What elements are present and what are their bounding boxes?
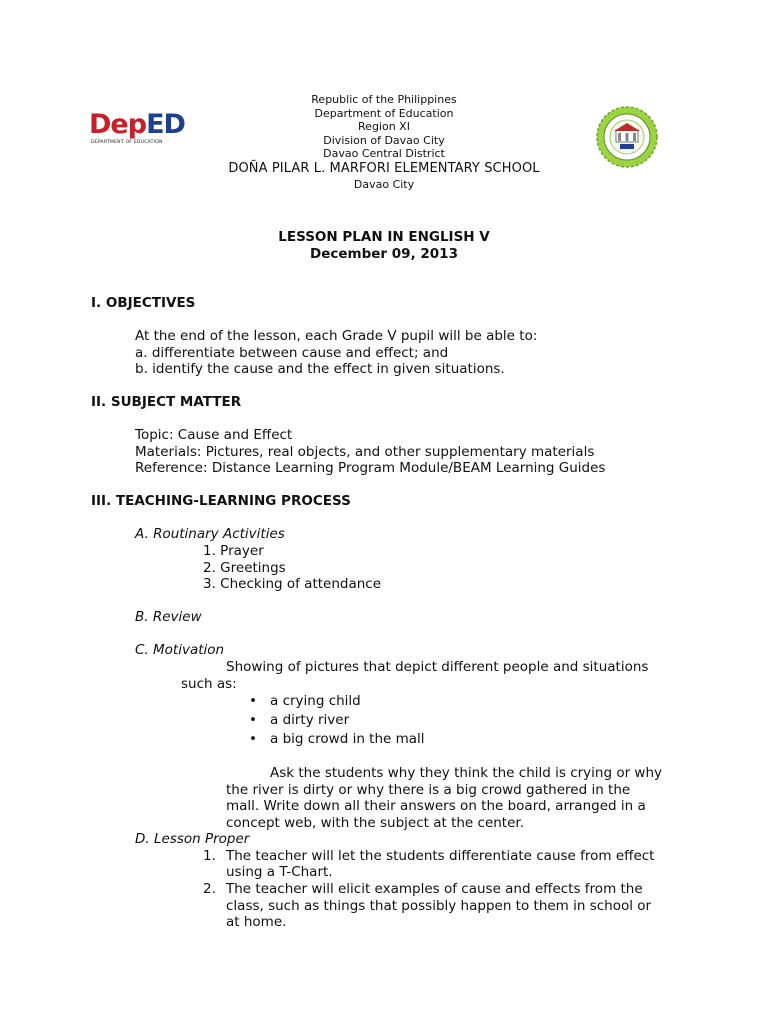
header-district: Davao Central District [323, 147, 445, 160]
bullet-icon: • [249, 693, 257, 709]
lesson-proper-item2-line1: The teacher will elicit examples of cause and effects from the [226, 881, 643, 897]
motivation-paragraph-line1: Ask the students why they think the child is crying or why [270, 765, 663, 781]
motivation-paragraph-line4: concept web, with the subject at the center. [226, 815, 525, 831]
lesson-proper-heading: D. Lesson Proper [135, 831, 250, 847]
lesson-proper-item1-number: 1. [203, 848, 216, 864]
objective-a: a. differentiate between cause and effect; and [135, 345, 449, 361]
subject-materials: Materials: Pictures, real objects, and other supplementary materials [135, 444, 595, 460]
lesson-proper-item2-number: 2. [203, 881, 216, 897]
motivation-bullet-dirty-river: • a dirty river [249, 712, 350, 728]
deped-logo-subtitle: DEPARTMENT OF EDUCATION [91, 140, 163, 145]
bullet-icon: • [249, 712, 257, 728]
motivation-heading: C. Motivation [135, 642, 225, 658]
header-division: Division of Davao City [323, 133, 445, 147]
routinary-item-prayer: 1. Prayer [203, 543, 264, 559]
lesson-proper-item1-line2: using a T-Chart. [226, 864, 333, 880]
motivation-paragraph-line2: the river is dirty or why there is a big crowd gathered in the [226, 782, 631, 798]
subject-topic: Topic: Cause and Effect [135, 427, 293, 443]
process-heading: III. TEACHING-LEARNING PROCESS [91, 493, 351, 509]
motivation-intro-line2: such as: [181, 676, 237, 692]
objectives-intro: At the end of the lesson, each Grade V pupil will be able to: [135, 328, 538, 344]
motivation-bullet-big-crowd: • a big crowd in the mall [249, 731, 425, 747]
deped-logo-text: DepED [89, 109, 185, 140]
school-city: Davao City [353, 178, 415, 191]
lesson-proper-item2-line2: class, such as things that possibly happen to them in school or [226, 898, 652, 914]
objective-b: b. identify the cause and the effect in given situations. [135, 361, 505, 377]
subject-matter-heading: II. SUBJECT MATTER [91, 394, 242, 410]
header-region: Region XI [358, 120, 410, 133]
school-name: DOÑA PILAR L. MARFORI ELEMENTARY SCHOOL [228, 161, 540, 176]
lesson-plan-title: LESSON PLAN IN ENGLISH V [278, 229, 490, 245]
lesson-plan-date: December 09, 2013 [310, 246, 458, 262]
lesson-proper-item1-line1: The teacher will let the students differentiate cause from effect [226, 848, 655, 864]
objectives-heading: I. OBJECTIVES [91, 295, 196, 311]
motivation-paragraph-line3: mall. Write down all their answers on the board, arranged in a [226, 798, 646, 814]
review-heading: B. Review [135, 609, 202, 625]
motivation-intro-line1: Showing of pictures that depict different people and situations [226, 659, 649, 675]
lesson-proper-item2-line3: at home. [226, 914, 287, 930]
routinary-activities-heading: A. Routinary Activities [135, 526, 285, 542]
header-republic: Republic of the Philippines [311, 93, 457, 106]
routinary-item-greetings: 2. Greetings [203, 560, 286, 576]
subject-reference: Reference: Distance Learning Program Module/BEAM Learning Guides [135, 460, 606, 476]
header-department: Department of Education [314, 106, 454, 120]
bullet-icon: • [249, 731, 257, 747]
routinary-item-attendance: 3. Checking of attendance [203, 576, 382, 592]
motivation-bullet-crying-child: • a crying child [249, 693, 361, 709]
